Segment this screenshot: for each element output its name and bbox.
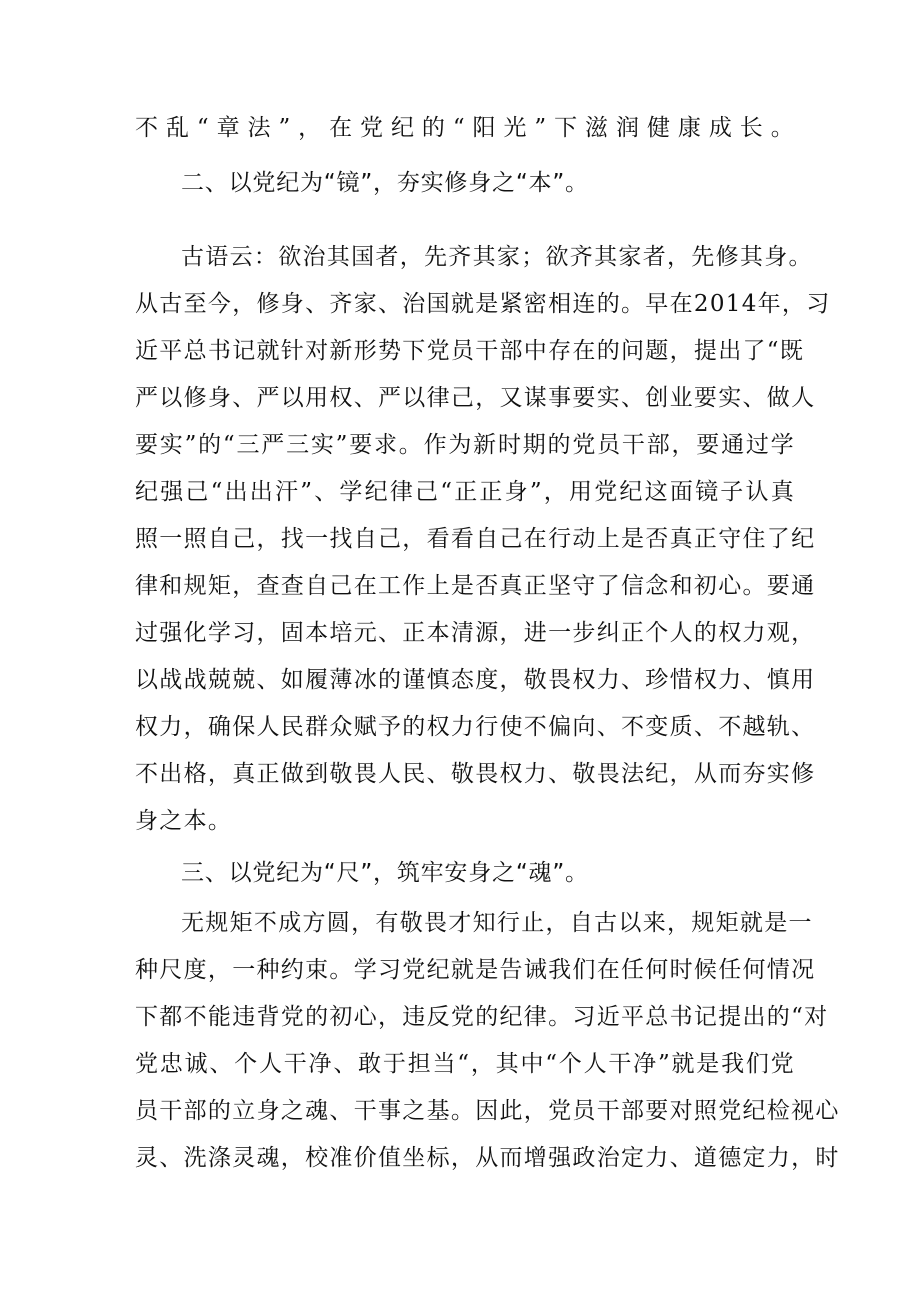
paragraph-line: 纪强己“出出汗”、学纪律己“正正身”，用党纪这面镜子认真: [135, 479, 795, 505]
paragraph-line: 要实”的“三严三实”要求。作为新时期的党员干部，要通过学: [135, 432, 795, 458]
paragraph-line: 党忠诚、个人干净、敢于担当“，其中“个人干净”就是我们党: [135, 1051, 795, 1077]
paragraph-line: 不乱“章法”，在党纪的“阳光”下滋润健康成长。: [135, 115, 795, 141]
paragraph-line: 员干部的立身之魂、干事之基。因此，党员干部要对照党纪检视心: [135, 1098, 840, 1124]
paragraph-line: 不出格，真正做到敬畏人民、敬畏权力、敬畏法纪，从而夯实修: [135, 761, 816, 787]
paragraph-line: 近平总书记就针对新形势下党员干部中存在的问题，提出了“既: [135, 338, 805, 364]
section-heading-3: 三、以党纪为“尺”，筑牢安身之“魂”。: [181, 860, 589, 886]
paragraph-line: 过强化学习，固本培元、正本清源，进一步纠正个人的权力观，: [135, 620, 816, 646]
paragraph-line: 照一照自己，找一找自己，看看自己在行动上是否真正守住了纪: [135, 526, 816, 552]
paragraph-line: 严以修身、严以用权、严以律己，又谋事要实、创业要实、做人: [135, 385, 816, 411]
paragraph-line: 身之本。: [135, 808, 233, 834]
paragraph-line: 灵、洗涤灵魂，校准价值坐标，从而增强政治定力、道德定力，时: [135, 1145, 840, 1171]
paragraph-line: 下都不能违背党的初心，违反党的纪律。习近平总书记提出的“对: [135, 1004, 829, 1030]
paragraph-line: 权力，确保人民群众赋予的权力行使不偏向、不变质、不越轨、: [135, 714, 816, 740]
paragraph-line: 无规矩不成方圆，有敬畏才知行止，自古以来，规矩就是一: [181, 910, 813, 936]
paragraph-line: 种尺度，一种约束。学习党纪就是告诫我们在任何时候任何情况: [135, 957, 816, 983]
paragraph-line: 从古至今，修身、齐家、治国就是紧密相连的。早在2014年，习: [135, 291, 831, 317]
section-heading-2: 二、以党纪为“镜”，夯实修身之“本”。: [181, 170, 589, 196]
paragraph-line: 古语云：欲治其国者，先齐其家；欲齐其家者，先修其身。: [181, 244, 813, 270]
paragraph-line: 以战战兢兢、如履薄冰的谨慎态度，敬畏权力、珍惜权力、慎用: [135, 667, 816, 693]
paragraph-line: 律和规矩，查查自己在工作上是否真正坚守了信念和初心。要通: [135, 573, 816, 599]
